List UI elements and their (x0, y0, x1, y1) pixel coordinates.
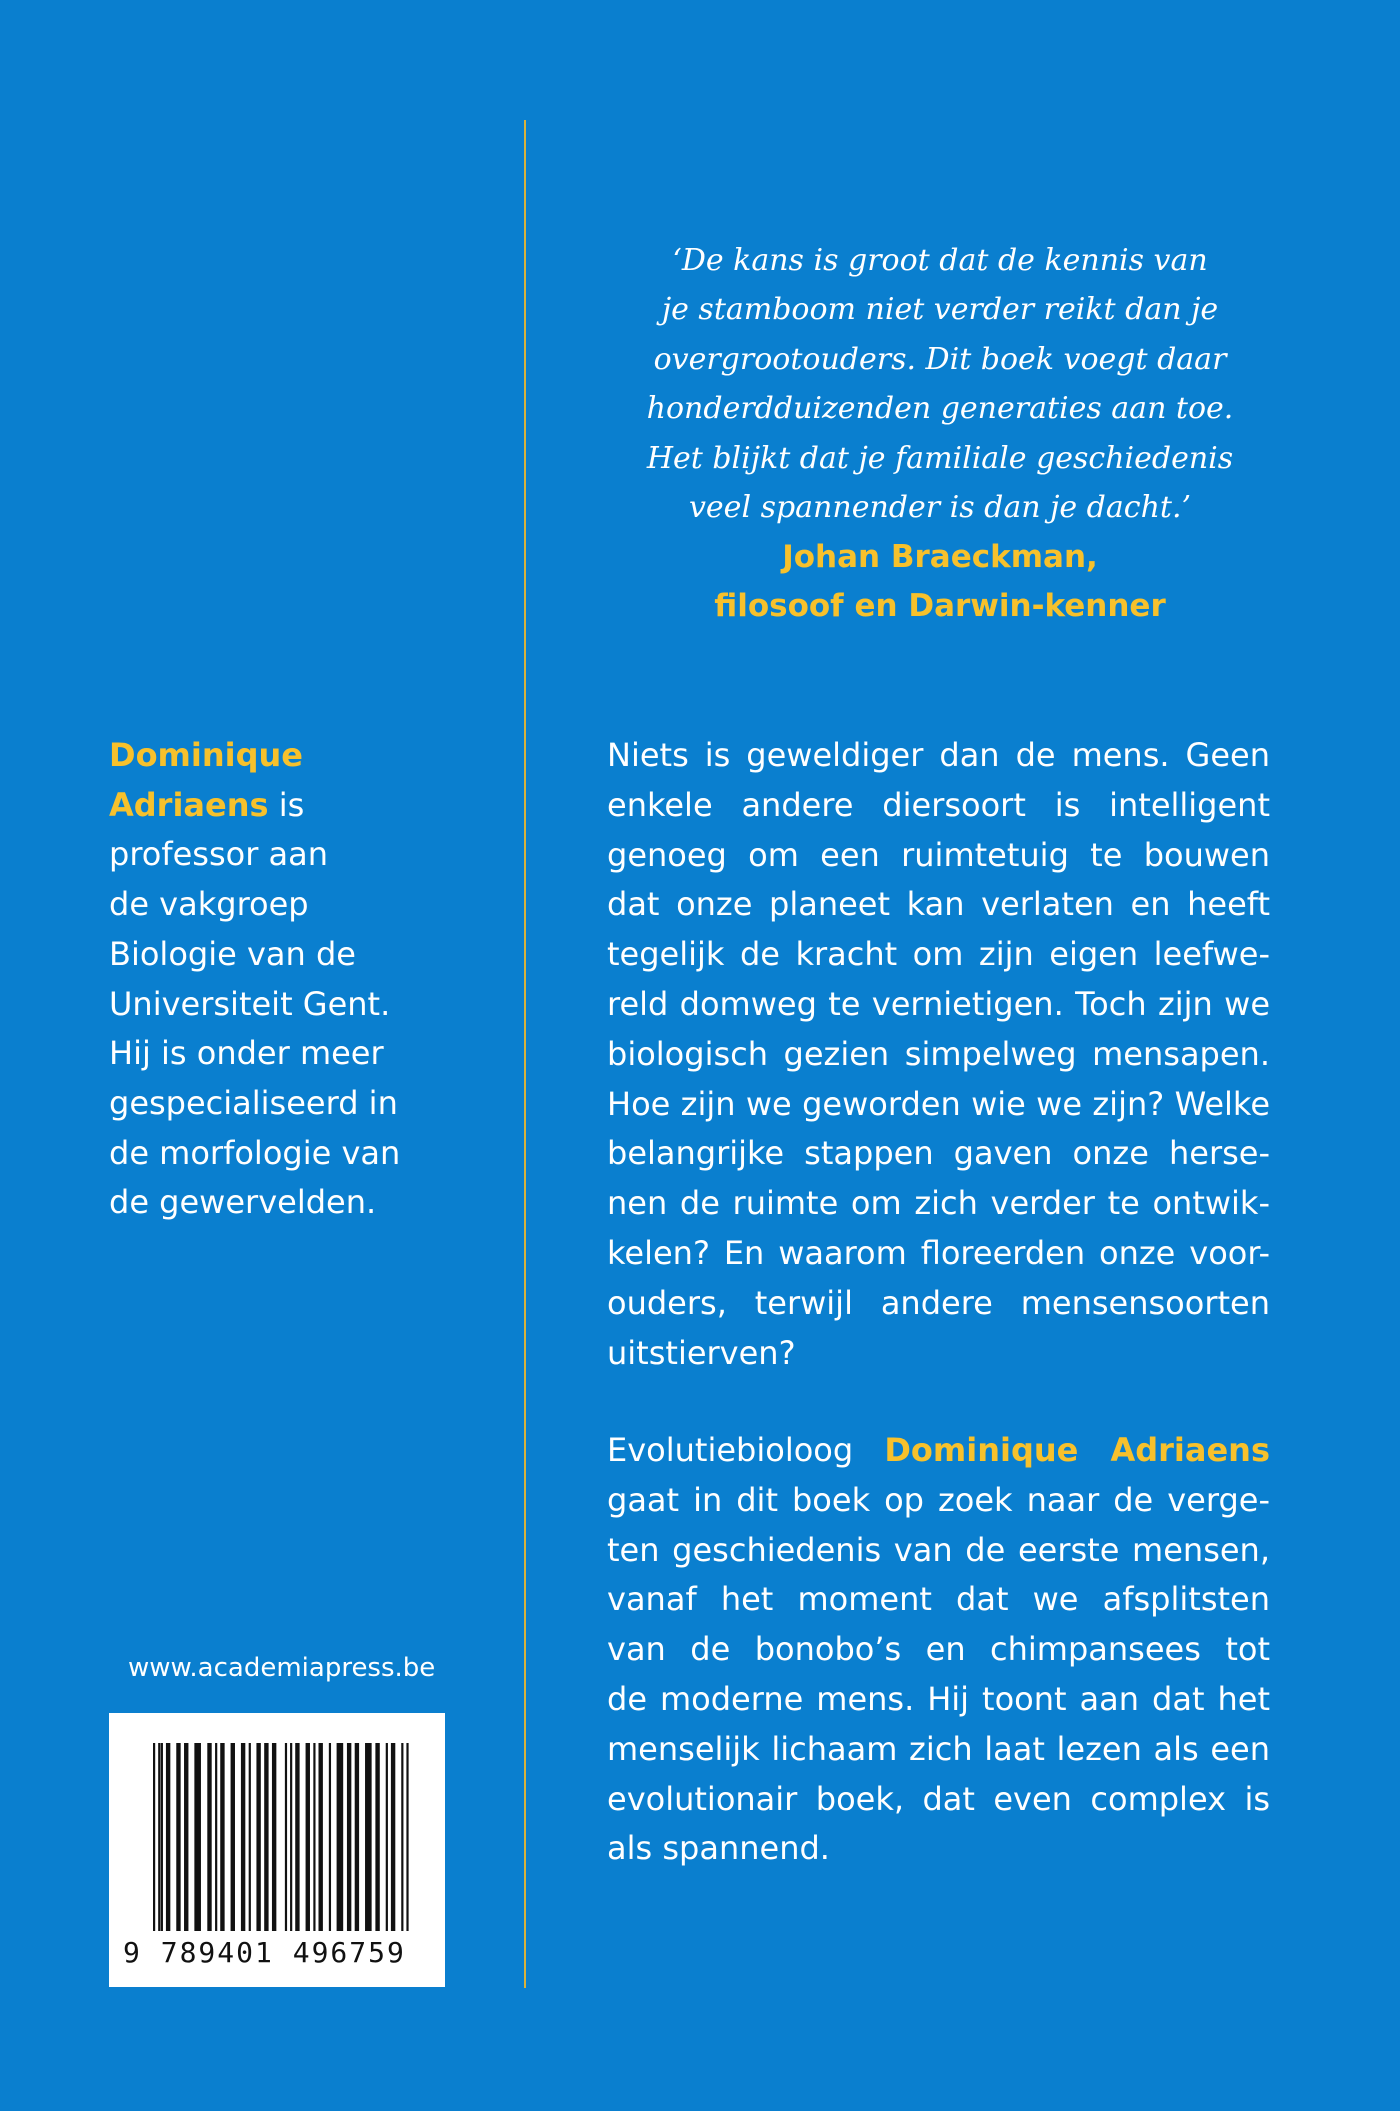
quote-line: ‘De kans is groot dat de kennis van (672, 242, 1208, 278)
barcode-bar (306, 1743, 310, 1931)
column-divider (524, 120, 526, 1988)
barcode-bar (318, 1743, 322, 1931)
bio-line: Biologie van de (109, 934, 356, 973)
barcode-bar (264, 1743, 268, 1931)
publisher-website[interactable]: www.academiapress.be (128, 1653, 436, 1683)
bio-line: Hij is onder meer (109, 1034, 384, 1073)
barcode-bar (355, 1743, 359, 1931)
description-line: kelen? En waarom floreerden onze voor- (607, 1233, 1270, 1272)
description-line: dat onze planeet kan verlaten en heeft (607, 885, 1270, 924)
barcode-bar (391, 1743, 395, 1931)
barcode-bar (401, 1743, 403, 1931)
description-line: ouders, terwijl andere mensensoorten (607, 1283, 1270, 1322)
bio-line: gespecialiseerd in (109, 1083, 398, 1122)
author-name-last: Adriaens (109, 785, 269, 824)
author-name-line (109, 781, 449, 831)
barcode-bars (109, 1713, 445, 1935)
author-name-first: Dominique (109, 736, 303, 774)
bio-line: Universiteit Gent. (109, 984, 391, 1023)
barcode-bar (249, 1743, 251, 1931)
description-line: van de bonobo’s en chimpansees tot (607, 1630, 1270, 1669)
description-line: menselijk lichaam zich laat lezen als een (607, 1729, 1270, 1768)
author-bio (109, 731, 449, 1228)
barcode-bar (215, 1743, 217, 1931)
description-paragraph-2 (607, 1426, 1270, 1874)
description-line: de moderne mens. Hij toont aan dat het (607, 1679, 1270, 1718)
barcode-bar (241, 1743, 245, 1931)
barcode-bar (386, 1743, 388, 1931)
quote-line: je stamboom niet verder reikt dan je (661, 292, 1219, 327)
description-line: enkele andere diersoort is intelligent (607, 785, 1270, 824)
description-line: evolutionair boek, dat even complex is (607, 1779, 1270, 1818)
barcode-bar (375, 1743, 379, 1931)
quote-line: overgrootouders. Dit boek voegt daar (653, 341, 1227, 377)
barcode-bar (176, 1743, 180, 1931)
quote-attribution (620, 483, 1260, 632)
description-line: Niets is geweldiger dan de mens. Geen (607, 736, 1270, 774)
barcode-bar (231, 1743, 235, 1931)
description-line: genoeg om een ruimtetuig te bouwen (607, 835, 1270, 874)
bio-line: professor aan (109, 835, 329, 874)
barcode-bar (285, 1743, 287, 1931)
bio-line: de morfologie van (109, 1133, 401, 1172)
bio-text: is (268, 785, 305, 824)
description-line: vanaf het moment dat we afsplitsten (607, 1580, 1270, 1619)
quote-line: Het blijkt dat je familiale geschiedenis (646, 440, 1234, 476)
barcode-bar (166, 1743, 170, 1931)
barcode-bar (347, 1743, 351, 1931)
bio-line: de vakgroep (109, 885, 309, 924)
description-line: biologisch gezien simpelweg mensapen. (607, 1034, 1270, 1073)
barcode-bar (295, 1743, 299, 1931)
description-line: ten geschiedenis van de eerste mensen, (607, 1530, 1270, 1569)
description-line: belangrijke stappen gaven onze herse- (607, 1134, 1270, 1173)
barcode-bar (161, 1743, 163, 1931)
description-line: uitstierven? (607, 1333, 796, 1372)
barcode-bar (207, 1743, 211, 1931)
barcode-bar (272, 1743, 276, 1931)
quote-line: honderdduizenden generaties aan toe. (646, 391, 1234, 426)
attribution-line: Johan Braeckman, (782, 538, 1098, 575)
barcode-bar (184, 1743, 188, 1931)
attribution-line: filosoof en Darwin-kenner (714, 588, 1166, 624)
quote-line: veel spannender is dan je dacht.’ (688, 490, 1192, 525)
description-line: als spannend. (607, 1829, 830, 1868)
barcode-bar (256, 1743, 260, 1931)
barcode-bar (220, 1743, 224, 1931)
barcode-bar (158, 1743, 160, 1931)
description-line: reld domweg te vernietigen. Toch zijn we (607, 984, 1270, 1023)
barcode (109, 1713, 445, 1987)
description-line: Hoe zijn we geworden wie we zijn? Welke (607, 1084, 1270, 1123)
barcode-bar (406, 1743, 408, 1931)
barcode-bar (329, 1743, 331, 1931)
barcode-bar (337, 1743, 344, 1931)
description-text: Evolutiebioloog (607, 1431, 854, 1469)
author-name-highlight: Dominique Adriaens (884, 1431, 1270, 1469)
endorsement-quote (620, 186, 1260, 533)
barcode-bar (194, 1743, 201, 1931)
description-line: nen de ruimte om zich verder te ontwik- (607, 1184, 1270, 1223)
bio-line: de gewervelden. (109, 1183, 377, 1222)
description-line (607, 1426, 1270, 1476)
description-line: tegelijk de kracht om zijn eigen leefwe- (607, 935, 1270, 974)
barcode-bar (365, 1743, 372, 1931)
barcode-bar (313, 1743, 315, 1931)
description-line: gaat in dit boek op zoek naar de verge- (607, 1480, 1270, 1519)
isbn-digits: 9 789401 496759 (123, 1936, 406, 1969)
barcode-bar (153, 1743, 155, 1931)
barcode-bar (290, 1743, 292, 1931)
description-paragraph-1 (607, 731, 1270, 1378)
